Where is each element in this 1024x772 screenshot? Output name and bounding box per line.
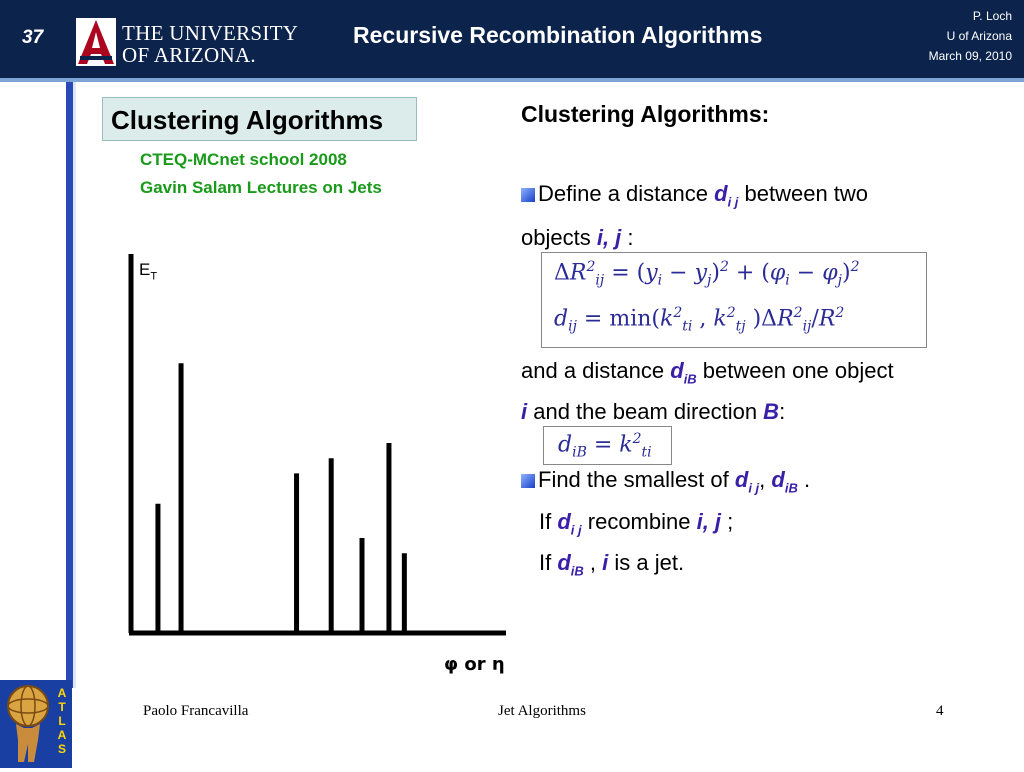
x-axis-label: φ or η <box>444 654 505 675</box>
footer-page: 4 <box>936 703 944 719</box>
var-ij: i, j <box>596 225 622 250</box>
text-span: objects <box>521 225 597 250</box>
rule-line-1 <box>521 467 810 495</box>
definition-line-4 <box>521 399 785 425</box>
atlas-letter: S <box>57 742 66 756</box>
rule-line-3 <box>539 550 684 578</box>
rule-line-2 <box>539 509 733 537</box>
footer-author: Paolo Francavilla <box>143 703 249 719</box>
university-logo-icon <box>76 18 116 66</box>
header-meta <box>929 6 1012 66</box>
equation-delta-r: $\Delta R^2_{ij} = (y_i - y_j)^2 + (\varphi_i - \varphi_j)^2$ <box>554 259 860 289</box>
university-line1: THE UNIVERSITY <box>122 21 299 45</box>
footer-topic: Jet Algorithms <box>498 703 586 719</box>
credit-school: CTEQ-MCnet school 2008 <box>140 150 347 169</box>
text-span: : <box>779 399 786 424</box>
text-span: Define a distance <box>538 181 715 206</box>
atlas-letter: L <box>58 714 66 728</box>
definition-line-1 <box>521 181 868 209</box>
atlas-letter: A <box>57 728 67 742</box>
equation-diB: $d_{iB} = k^2_{ti}$ <box>558 431 652 461</box>
atlas-letter: A <box>57 686 67 700</box>
university-name <box>122 22 298 66</box>
var-i: i <box>602 550 609 575</box>
text-span: , <box>759 467 772 492</box>
et-bar-chart <box>120 250 520 640</box>
text-span: . <box>797 467 811 492</box>
var-dij: $d_{i j}$ <box>557 509 582 538</box>
text-span: If <box>539 509 558 534</box>
var-diB: $d_{iB}$ <box>557 550 584 579</box>
text-span: , <box>583 550 603 575</box>
definition-line-3 <box>521 358 894 386</box>
header-affiliation: U of Arizona <box>946 29 1012 43</box>
var-B: B <box>763 399 780 424</box>
text-span: Find the smallest of <box>538 467 735 492</box>
var-dij: $d_{i j}$ <box>734 467 760 496</box>
var-i: i <box>521 399 528 424</box>
var-dij: $d_{i j}$ <box>714 181 739 210</box>
header-divider <box>0 78 1024 82</box>
text-span: and the beam direction <box>527 399 764 424</box>
text-span: between two <box>738 181 869 206</box>
credit-lecturer: Gavin Salam Lectures on Jets <box>140 178 382 197</box>
left-heading: Clustering Algorithms <box>111 105 384 135</box>
slide-number: 37 <box>22 27 44 48</box>
header-date: March 09, 2010 <box>928 49 1012 63</box>
var-diB: $d_{iB}$ <box>771 467 798 496</box>
equation-box-dij <box>541 252 927 348</box>
y-axis-label-sub: T <box>150 270 158 283</box>
text-span: is a jet. <box>608 550 685 575</box>
bullet-icon <box>521 188 535 202</box>
var-diB: $d_{iB}$ <box>670 358 697 387</box>
text-span: ; <box>721 509 734 534</box>
left-accent-bar <box>66 82 73 688</box>
header-author: P. Loch <box>972 9 1012 23</box>
right-heading: Clustering Algorithms: <box>521 101 770 127</box>
university-line2: OF ARIZONA. <box>122 43 256 67</box>
text-span: between one object <box>696 358 894 383</box>
equation-box-diB <box>543 426 672 465</box>
y-axis-label-main: E <box>139 260 151 279</box>
text-span: : <box>621 225 634 250</box>
text-span: and a distance <box>521 358 671 383</box>
equation-dij: $d_{ij} = \min(k^2_{ti}$ , $k^2_{tj}$ )$\Delta R^2_{ij}/R^2$ <box>554 305 845 335</box>
text-span: recombine <box>581 509 697 534</box>
definition-line-2 <box>521 225 634 251</box>
header-bar <box>0 0 1024 78</box>
atlas-wordmark <box>56 686 68 756</box>
atlas-figure-icon <box>0 680 56 768</box>
bullet-icon <box>521 474 535 488</box>
var-ij: i, j <box>696 509 722 534</box>
text-span: If <box>539 550 558 575</box>
atlas-letter: T <box>58 700 66 714</box>
left-heading-box <box>102 97 417 141</box>
left-accent-bar-light <box>73 82 76 688</box>
slide-title: Recursive Recombination Algorithms <box>353 22 763 48</box>
